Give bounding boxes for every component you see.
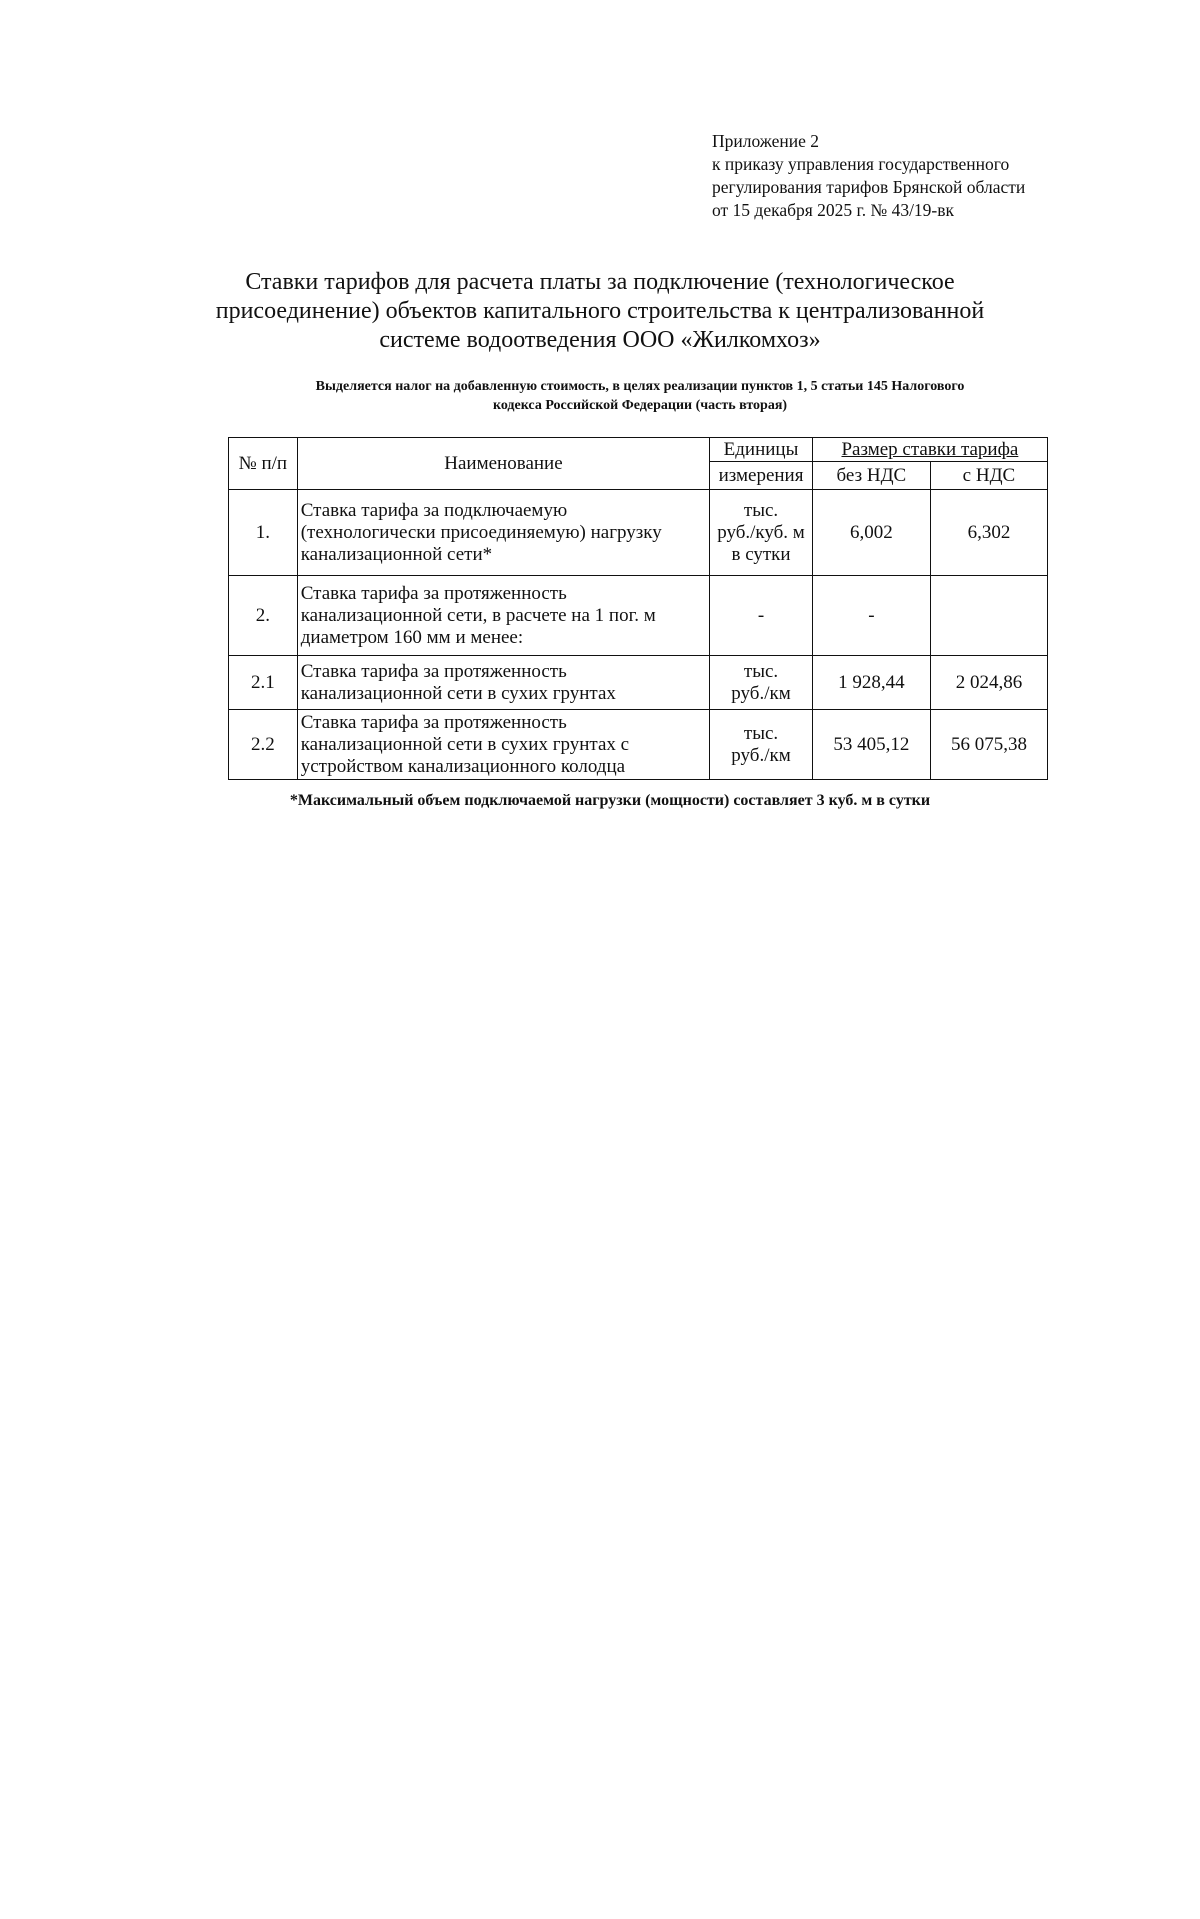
vat-note-line: Выделяется налог на добавленную стоимость, в целях реализации пунктов 1, 5 статьи 145 Налогового <box>315 379 965 394</box>
row-unit <box>710 490 813 576</box>
header-name: Наименование <box>297 438 709 490</box>
row-unit-line: тыс. <box>743 499 779 521</box>
row-name-line: Ставка тарифа за подключаемую <box>300 499 568 521</box>
row-name-line: устройством канализационного колодца <box>300 755 626 777</box>
vat-note <box>240 377 1040 415</box>
row-without-vat: 1 928,44 <box>812 656 930 710</box>
row-unit: - <box>710 576 813 656</box>
row-unit-line: в сутки <box>731 543 791 565</box>
table-row <box>229 490 1048 576</box>
row-unit-line: руб./куб. м <box>717 521 805 543</box>
table-row <box>229 656 1048 710</box>
row-name-line: (технологически присоединяемую) нагрузку <box>300 521 662 543</box>
header-with-vat: с НДС <box>930 462 1047 490</box>
appendix-authority: регулирования тарифов Брянской области <box>712 177 1026 197</box>
title-line: Ставки тарифов для расчета платы за подключение (технологическое <box>245 269 955 295</box>
appendix-order-ref: к приказу управления государственного <box>712 154 1010 174</box>
header-rate-label: Размер ставки тарифа <box>841 438 1019 460</box>
row-num: 1. <box>229 490 298 576</box>
row-with-vat <box>930 576 1047 656</box>
row-name-line: канализационной сети* <box>300 543 493 565</box>
row-name <box>297 710 709 780</box>
row-name-line: диаметром 160 мм и менее: <box>300 626 524 648</box>
appendix-header <box>712 130 1172 222</box>
header-unit: Единицы <box>710 438 813 462</box>
row-without-vat: - <box>812 576 930 656</box>
row-unit <box>710 656 813 710</box>
row-with-vat: 6,302 <box>930 490 1047 576</box>
row-name-line: канализационной сети в сухих грунтах <box>300 682 616 704</box>
row-name <box>297 576 709 656</box>
header-rate <box>812 438 1047 462</box>
row-with-vat: 56 075,38 <box>930 710 1047 780</box>
appendix-number: Приложение 2 <box>712 131 820 151</box>
row-unit-line: тыс. <box>743 722 779 744</box>
row-with-vat: 2 024,86 <box>930 656 1047 710</box>
row-name-line: Ставка тарифа за протяженность <box>300 711 567 733</box>
header-unit-measure: измерения <box>710 462 813 490</box>
row-num: 2.2 <box>229 710 298 780</box>
footnote: *Максимальный объем подключаемой нагрузки (мощности) составляет 3 куб. м в сутки <box>289 792 931 809</box>
row-unit <box>710 710 813 780</box>
row-num: 2.1 <box>229 656 298 710</box>
row-unit-line: тыс. <box>743 660 779 682</box>
vat-note-line: кодекса Российской Федерации (часть вторая) <box>492 398 788 413</box>
row-name-line: Ставка тарифа за протяженность <box>300 660 567 682</box>
row-name-line: канализационной сети, в расчете на 1 пог. м <box>300 604 656 626</box>
title-line: системе водоотведения ООО «Жилкомхоз» <box>379 327 821 353</box>
row-without-vat: 53 405,12 <box>812 710 930 780</box>
row-name <box>297 490 709 576</box>
row-name-line: канализационной сети в сухих грунтах с <box>300 733 630 755</box>
title-line: присоединение) объектов капитального строительства к централизованной <box>215 298 985 324</box>
document-title <box>170 268 1030 355</box>
table-row <box>229 710 1048 780</box>
table-header-row <box>229 438 1048 462</box>
appendix-date: от 15 декабря 2025 г. № 43/19-вк <box>712 200 955 220</box>
row-name-line: Ставка тарифа за протяженность <box>300 582 567 604</box>
row-without-vat: 6,002 <box>812 490 930 576</box>
row-name <box>297 656 709 710</box>
row-unit-line: руб./км <box>731 744 791 766</box>
row-unit-line: руб./км <box>731 682 791 704</box>
header-num: № п/п <box>229 438 298 490</box>
tariff-table <box>228 437 1048 780</box>
table-row <box>229 576 1048 656</box>
row-num: 2. <box>229 576 298 656</box>
header-without-vat: без НДС <box>812 462 930 490</box>
